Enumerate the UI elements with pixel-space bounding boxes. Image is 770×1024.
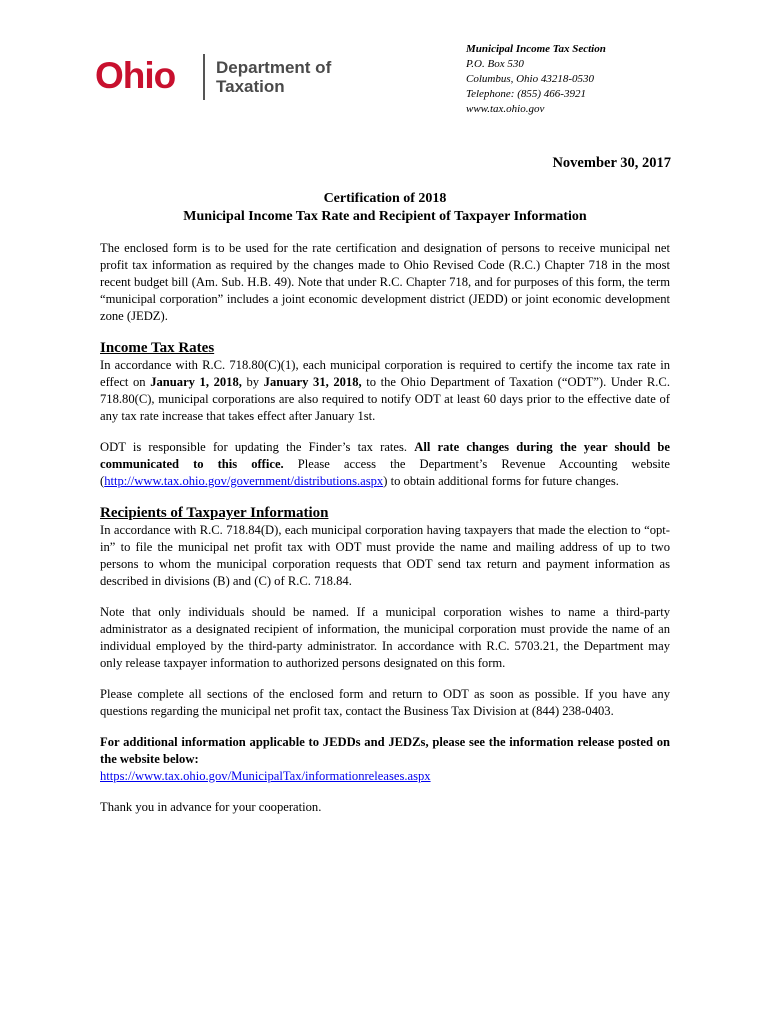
jedd-info-paragraph: For additional information applicable to JEDDs and JEDZs, please see the information release posted on the website below: (100, 735, 670, 766)
recipients-paragraph-1: In accordance with R.C. 718.84(D), each municipal corporation having taxpayers that made the election to “opt-in” to file the municipal net profit tax with ODT must provide the name and mailing address of up to two persons to whom the municipal corporation requests that ODT send tax return and payment information as described in divisions (B) and (C) of R.C. 718.84. (100, 523, 670, 588)
itr-p2-bold: All rate changes during the year should be communicated to this office. (100, 440, 670, 471)
recipients-heading: Recipients of Taxpayer Information (100, 505, 329, 521)
information-releases-link[interactable]: https://www.tax.ohio.gov/MunicipalTax/informationreleases.aspx (100, 769, 431, 783)
income-tax-rates-paragraph-1 (100, 357, 670, 425)
closing-line: Thank you in advance for your cooperation. (100, 800, 322, 814)
address-section: Municipal Income Tax Section (466, 43, 606, 55)
itr-p1-text-c: to the Ohio Department of Taxation (“ODT”). Under R.C. 718.80(C), municipal corporations are also required to notify ODT at least 60 days prior to the effective date of any tax rate increase that takes effect after January 1st. (100, 375, 670, 423)
income-tax-rates-heading: Income Tax Rates (100, 340, 215, 356)
itr-p2-text-a: ODT is responsible for updating the Finder’s tax rates. (100, 440, 415, 454)
return-address (466, 42, 606, 117)
itr-p1-text-a: In accordance with R.C. 718.80(C)(1), each municipal corporation is required to certify the income tax rate in effect on (100, 358, 670, 389)
recipients-paragraph-2: Note that only individuals should be named. If a municipal corporation wishes to name a third-party administrator as a designated recipient of information, the municipal corporation must provide the name of an individual employed by the third-party administrator. In accordance with R.C. 5703.21, the Department may only release taxpayer information to authorized persons designated on this form. (100, 605, 670, 670)
letter-title (100, 190, 670, 226)
logo-dept-line1: Department of (216, 58, 332, 77)
revenue-accounting-link[interactable]: http://www.tax.ohio.gov/government/distributions.aspx (104, 474, 384, 488)
address-website: www.tax.ohio.gov (466, 103, 545, 115)
itr-p2-text-b: Please access the Department’s Revenue Accounting website ( (100, 457, 670, 488)
itr-p1-text-b: by (241, 375, 264, 389)
address-po-box: P.O. Box 530 (466, 58, 524, 70)
logo-divider (203, 54, 205, 100)
logo-dept-line2: Taxation (216, 77, 285, 96)
itr-p1-date2: January 31, 2018, (263, 375, 362, 389)
income-tax-rates-paragraph-2 (100, 439, 670, 490)
jedd-info-link-line (100, 768, 670, 785)
logo-department-name (216, 58, 331, 96)
title-line2: Municipal Income Tax Rate and Recipient of Taxpayer Information (183, 209, 587, 224)
address-telephone: Telephone: (855) 466-3921 (466, 88, 586, 100)
address-city: Columbus, Ohio 43218-0530 (466, 73, 595, 85)
intro-paragraph: The enclosed form is to be used for the rate certification and designation of persons to receive municipal net profit tax information as required by the changes made to Ohio Revised Code (R.C.) Chapter 718 in the most recent budget bill (Am. Sub. H.B. 49). Note that under R.C. Chapter 718, and for purposes of this form, the term “municipal corporation” includes a joint economic development district (JEDD) or joint economic development zone (JEDZ). (100, 241, 670, 323)
title-line1: Certification of 2018 (323, 191, 447, 206)
itr-p1-date1: January 1, 2018, (150, 375, 242, 389)
letter-body (100, 240, 670, 830)
letter-date: November 30, 2017 (552, 155, 671, 171)
itr-p2-text-c: ) to obtain additional forms for future changes. (383, 474, 619, 488)
ohio-department-of-taxation-logo (95, 52, 355, 104)
logo-ohio-wordmark: Ohio (95, 55, 176, 96)
recipients-paragraph-3: Please complete all sections of the enclosed form and return to ODT as soon as possible. If you have any questions regarding the municipal net profit tax, contact the Business Tax Division at (844) 238-0403. (100, 687, 670, 718)
